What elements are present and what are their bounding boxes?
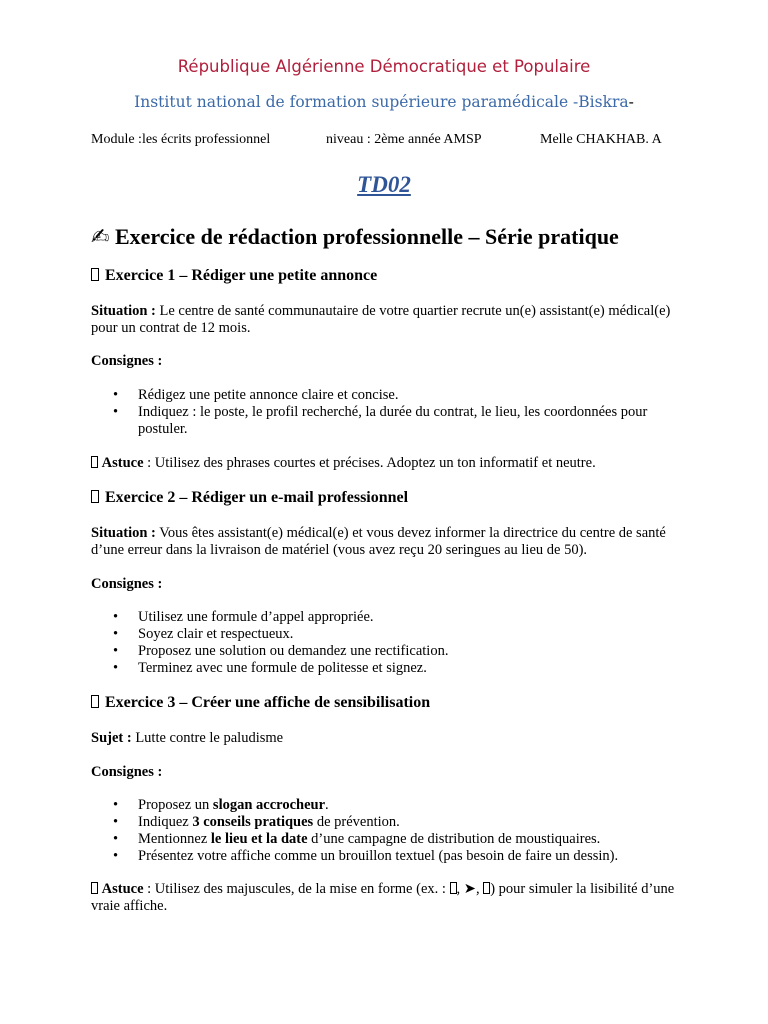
exercise-2-title [91,489,408,507]
teacher-label: Melle CHAKHAB. A [540,132,662,147]
exercise-2-situation [91,525,681,559]
exercise-3-title [91,694,430,712]
module-label: Module :les écrits professionnel [91,132,271,147]
list-item: • Présentez votre affiche comme un brouillon textuel (pas besoin de faire un dessin). [91,848,681,865]
exercise-3-consignes-label: Consignes : [91,764,163,780]
list-item: • Mentionnez le lieu et la date d’une campagne de distribution de moustiquaires. [91,831,681,848]
missing-glyph-icon [91,268,99,281]
institut-heading [0,93,768,111]
main-title [91,224,619,250]
situation-label: Situation : [91,303,156,319]
missing-glyph-icon [91,456,98,468]
list-item: • Rédigez une petite annonce claire et concise. [91,387,681,404]
list-item: • Soyez clair et respectueux. [91,626,681,643]
situation-label: Situation : [91,525,156,541]
situation-text: Vous êtes assistant(e) médical(e) et vous devez informer la directrice du centre de santé d’une erreur dans la livraison de matériel (vous avez reçu 20 seringues au lieu de 50). [91,525,666,558]
list-item: • Proposez un slogan accrocheur. [91,797,681,814]
list-item: • Indiquez 3 conseils pratiques de prévention. [91,814,681,831]
exercise-1-title-text: Exercice 1 – Rédiger une petite annonce [105,267,378,284]
sujet-label: Sujet : [91,730,132,746]
exercise-3-title-text: Exercice 3 – Créer une affiche de sensibilisation [105,694,431,711]
astuce-label: Astuce [101,881,144,897]
writing-hand-icon: ✍ [91,225,110,250]
missing-glyph-icon [91,882,98,894]
niveau-label: niveau : 2ème année AMSP [326,132,482,147]
exercise-1-consignes-label: Consignes : [91,353,163,369]
exercise-3-consignes-list [91,797,681,865]
missing-glyph-icon [91,695,99,708]
list-item: • Proposez une solution ou demandez une rectification. [91,643,681,660]
exercise-1-consignes-list [91,387,681,438]
republic-heading: République Algérienne Démocratique et Populaire [177,57,591,76]
exercise-1-situation [91,303,681,337]
exercise-3-astuce: Astuce : Utilisez des majuscules, de la mise en forme (ex. : , ➤, ) pour simuler la lisibilité d’une vraie affiche. [91,881,675,914]
situation-text: Le centre de santé communautaire de votre quartier recrute un(e) assistant(e) médical(e) pour un contrat de 12 mois. [91,303,671,336]
exercise-1-astuce [91,455,681,472]
exercise-1-title [91,267,377,285]
list-item: • Utilisez une formule d’appel appropriée. [91,609,681,626]
institut-dash: - [628,93,634,111]
list-item: • Indiquez : le poste, le profil recherché, la durée du contrat, le lieu, les coordonnées pour postuler. [91,404,681,438]
main-title-text: Exercice de rédaction professionnelle – Série pratique [114,224,619,249]
exercise-3-sujet [91,730,681,747]
list-item: • Terminez avec une formule de politesse et signez. [91,660,681,677]
document-title: TD02 [357,172,411,197]
exercise-2-title-text: Exercice 2 – Rédiger un e-mail professionnel [105,489,409,506]
missing-glyph-icon [450,882,457,894]
astuce-text: : Utilisez des phrases courtes et précises. Adoptez un ton informatif et neutre. [143,455,596,471]
exercise-2-consignes-list [91,609,681,677]
astuce-label: Astuce [101,455,144,471]
institut-name: Institut national de formation supérieure paramédicale -Biskra [134,93,629,111]
exercise-2-consignes-label: Consignes : [91,576,163,592]
arrow-icon: ➤ [463,881,476,897]
missing-glyph-icon [91,490,99,503]
sujet-text: Lutte contre le paludisme [131,730,284,746]
